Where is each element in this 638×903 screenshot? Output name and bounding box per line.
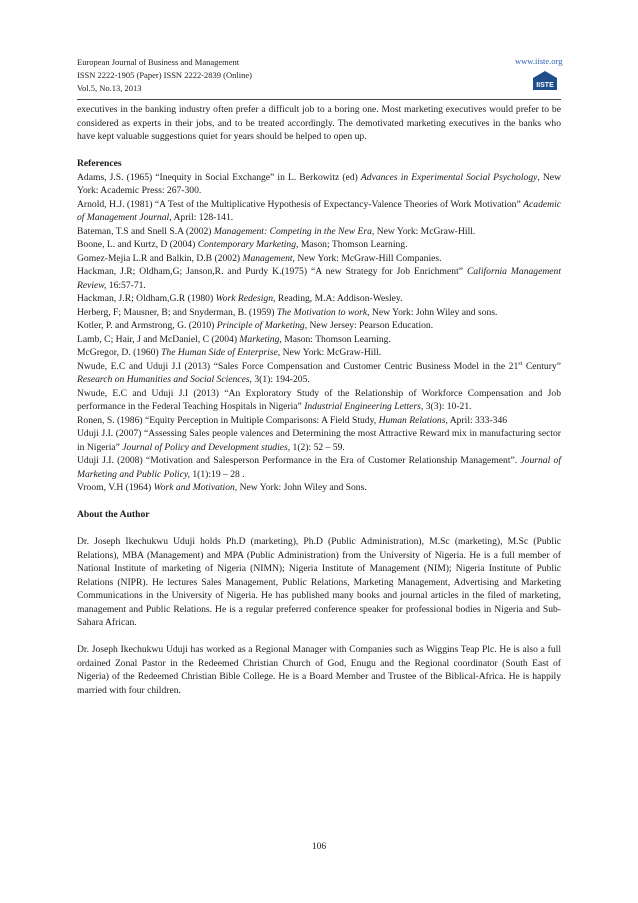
reference-source: Work Redesign, <box>215 293 276 304</box>
reference-source: Research on Humanities and Social Sciences, <box>77 374 252 385</box>
reference-text: 3(3): 10-21. <box>423 401 472 412</box>
reference-source: The Motivation to work, <box>276 306 370 318</box>
reference-text: Bateman, T.S and Snell S.A (2002) <box>77 225 214 237</box>
reference-item <box>77 292 561 306</box>
reference-text: , New York: McGraw-Hill. <box>371 225 476 237</box>
reference-superscript: st <box>518 360 523 367</box>
reference-source: Journal of Policy and Development studies, <box>122 441 291 453</box>
reference-item <box>77 360 561 387</box>
reference-text: Century” <box>522 360 561 372</box>
reference-source: Principle of Marketing, <box>216 320 308 331</box>
reference-item <box>77 454 561 481</box>
reference-text: , April: 128-141. <box>169 212 234 223</box>
reference-text: 1(1):19 – 28 . <box>189 468 245 480</box>
reference-source: Human Relations, <box>378 414 448 426</box>
reference-item <box>77 333 561 347</box>
author-paragraph-1: Dr. Joseph Ikechukwu Uduji holds Ph.D (marketing), Ph.D (Public Administration), M.Sc (marketing), M.Sc (Public Relations), MBA (Management) and MPA (Public Administration) from the University of Nigeria. He is a full member of National Institute of marketing of Nigeria (NIMN); Nigeria Institute of Management (NIM); Nigeria Institute of Public Relations (NIPR). He lectures Sales Management, Public Relations, Marketing Management, Advertising and Marketing Communications in the University of Nigeria. He has published many books and journal articles in the filed of marketing, management and Public Relations. He is a regular preferred conference speaker for professional bodies in Nigeria and Sub-Sahara African. <box>77 536 561 628</box>
reference-text: , New York: Academic Press: 267-300. <box>77 171 561 196</box>
reference-text: Vroom, V.H (1964) <box>77 482 154 493</box>
reference-text: 1(2): 52 – 59. <box>290 441 345 453</box>
journal-url-link[interactable]: www.iiste.org <box>515 56 563 66</box>
reference-text: New York: John Wiley and sons. <box>369 306 498 318</box>
reference-text: McGregor, D. (1960) <box>77 347 162 358</box>
journal-volume: Vol.5, No.13, 2013 <box>77 83 142 93</box>
reference-source: Work and Motivation, <box>153 482 238 493</box>
journal-header <box>77 56 252 95</box>
reference-item <box>77 481 561 495</box>
reference-text: Uduji J.I. (2007) “Assessing Sales people valences and Determining the most Attractive Reward mix in manufacturing sector in Nigeria” <box>77 428 561 453</box>
reference-text: Gomez-Mejia L.R and Balkin, D.B (2002) <box>77 252 243 264</box>
reference-item <box>77 265 561 292</box>
reference-source: Industrial Engineering Letters, <box>304 401 424 412</box>
reference-item <box>77 238 561 252</box>
author-paragraph-2: Dr. Joseph Ikechukwu Uduji has worked as a Regional Manager with Companies such as Wiggins Teap Plc. He is also a full ordained Zonal Pastor in the Redeemed Christian Church of God, Enugu and the Regional coordinator (South East of Nigeria) of the Redeemed Christian Bible College. He is a Board Member and Trustee of the Biblical-Africa. He is happily married with four children. <box>77 644 561 696</box>
reference-text: 3(1): 194-205. <box>251 374 310 385</box>
reference-text: Boone, L. and Kurtz, D (2004) <box>77 239 198 250</box>
logo-text: IISTE <box>536 82 554 89</box>
reference-source: Academic of Management Journal <box>77 198 561 223</box>
reference-item <box>77 319 561 333</box>
intro-paragraph: executives in the banking industry often prefer a difficult job to a boring one. Most marketing executives would prefer to be considered as experts in their jobs, and to be treated accordingly. The demotivated marketing executives in the banks who have kept valuable suggestions quiet for years should be helped to open up. <box>77 104 561 142</box>
reference-text: , Mason; Thomson Learning. <box>296 239 408 250</box>
reference-text: Uduji J.I. (2008) “Motivation and Salesperson Performance in the Era of Customer Relationship Management”. <box>77 455 521 466</box>
references-heading: References <box>77 158 122 169</box>
reference-item <box>77 252 561 266</box>
reference-text: New York: McGraw-Hill Companies. <box>294 252 442 264</box>
author-heading: About the Author <box>77 509 150 520</box>
reference-source: Contemporary Marketing <box>197 239 297 250</box>
reference-text: Hackman, J.R; Oldham,G.R (1980) <box>77 293 216 304</box>
reference-source: Journal of Marketing and Public Policy, <box>77 455 561 480</box>
reference-text: Reading, M.A: Addison-Wesley. <box>275 293 403 304</box>
iiste-logo-icon <box>531 68 559 90</box>
reference-source: Marketing, <box>239 333 282 345</box>
reference-text: Arnold, H.J. (1981) “A Test of the Multiplicative Hypothesis of Expectancy-Valence Theories of Work Motivation” <box>77 198 524 210</box>
reference-source: Management, <box>242 252 295 264</box>
reference-text: Mason: Thomson Learning. <box>281 333 391 345</box>
reference-text: Hackman, J.R; Oldham,G; Janson,R. and Purdy K.(1975) “A new Strategy for Job Enrichment” <box>77 266 467 277</box>
reference-text: New York: John Wiley and Sons. <box>237 482 367 493</box>
header-divider <box>77 99 561 100</box>
reference-text: Lamb, C; Hair, J and McDaniel, C (2004) <box>77 333 240 345</box>
reference-text: 16:57-71. <box>106 279 146 291</box>
reference-item <box>77 171 561 198</box>
reference-item <box>77 387 561 414</box>
reference-text: Kotler, P. and Armstrong, G. (2010) <box>77 320 217 331</box>
journal-issn: ISSN 2222-1905 (Paper) ISSN 2222-2839 (Online) <box>77 70 252 80</box>
reference-item <box>77 427 561 454</box>
reference-item <box>77 306 561 320</box>
journal-title: European Journal of Business and Management <box>77 57 240 67</box>
reference-text: April: 333-346 <box>447 414 508 426</box>
reference-source: California Management Review, <box>77 266 562 291</box>
reference-item <box>77 198 561 225</box>
reference-text: New Jersey: Pearson Education. <box>307 320 434 331</box>
reference-item <box>77 346 561 360</box>
reference-text: Nwude, E.C and Uduji J.I (2013) “An Exploratory Study of the Relationship of Workforce Compensation and Job performance in the Federal Teaching Hospitals in Nigeria” <box>77 387 561 412</box>
reference-source: Management: Competing in the New Era <box>213 225 372 237</box>
reference-text: New York: McGraw-Hill. <box>280 347 382 358</box>
reference-item <box>77 225 561 239</box>
reference-text: Nwude, E.C and Uduji J.I (2013) “Sales Force Compensation and Customer Centric Business Model in the 21 <box>77 360 519 372</box>
page-number: 106 <box>311 842 327 852</box>
page-content <box>77 103 561 697</box>
reference-source: The Human Side of Enterprise, <box>161 347 281 358</box>
reference-text: Adams, J.S. (1965) “Inequity in Social Exchange” in L. Berkowitz (ed) <box>77 171 361 183</box>
reference-text: Ronen, S. (1986) “Equity Perception in Multiple Comparisons: A Field Study, <box>77 414 379 426</box>
reference-source: Advances in Experimental Social Psychology <box>360 171 538 183</box>
references-list <box>77 171 561 495</box>
reference-item <box>77 414 561 428</box>
reference-text: Herberg, F; Mausner, B; and Snyderman, B. (1959) <box>77 306 277 318</box>
